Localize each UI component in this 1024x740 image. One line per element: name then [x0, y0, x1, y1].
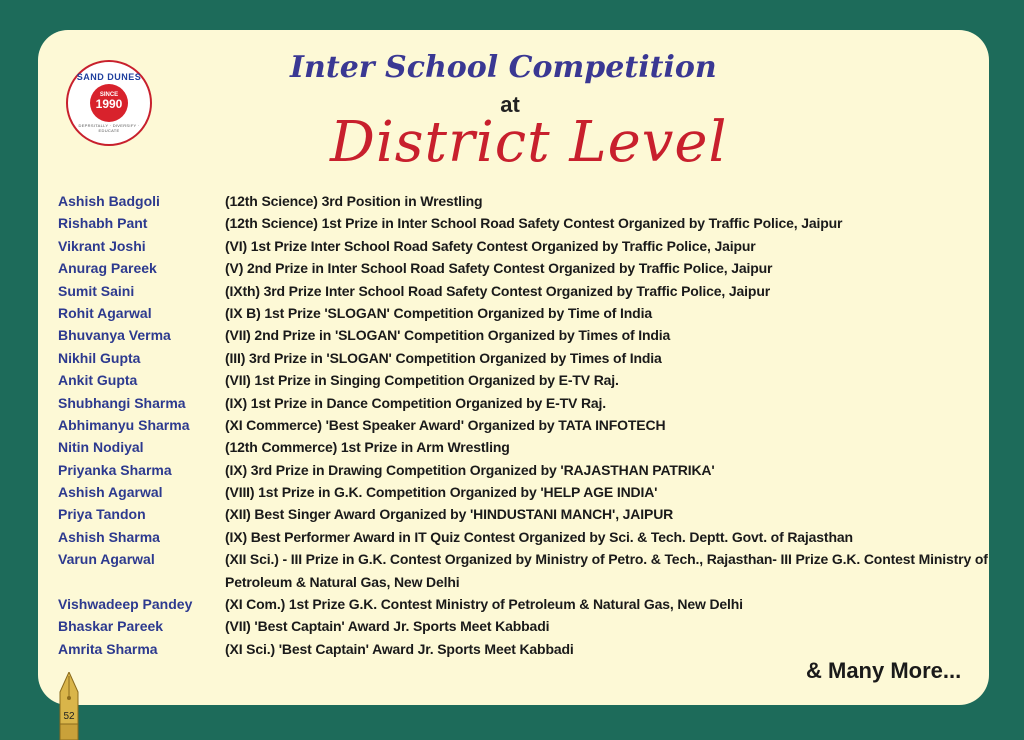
achievement-detail: (XII) Best Singer Award Organized by 'HINDUSTANI MANCH', JAIPUR	[225, 506, 674, 523]
list-item	[58, 369, 988, 391]
student-name: Ashish Badgoli	[58, 193, 160, 209]
pen-nib-icon	[58, 672, 80, 740]
student-name: Priya Tandon	[58, 506, 146, 523]
achievement-detail: (VII) 2nd Prize in 'SLOGAN' Competition Organized by Times of India	[225, 327, 671, 344]
student-name: Shubhangi Sharma	[58, 394, 186, 411]
list-item	[58, 459, 988, 481]
heading-at: at	[500, 92, 520, 117]
list-item	[58, 615, 988, 637]
student-name: Rohit Agarwal	[58, 304, 152, 321]
student-name: Priyanka Sharma	[58, 461, 172, 478]
list-item	[58, 190, 988, 212]
list-item	[58, 503, 988, 525]
logo-name: SAND DUNES	[76, 72, 142, 82]
achievement-detail: (XII Sci.) - III Prize in G.K. Contest Organized by Ministry of Petro. & Tech., Rajasthan- III Prize G.K. Contest Ministry of Petroleum & Natural Gas, New Delhi	[225, 551, 988, 590]
achievement-detail: (12th Science) 1st Prize in Inter School Road Safety Contest Organized by Traffic Police, Jaipur	[225, 215, 843, 232]
list-item	[58, 235, 988, 257]
list-item	[58, 280, 988, 302]
achievement-detail: (VI) 1st Prize Inter School Road Safety Contest Organized by Traffic Police, Jaipur	[225, 237, 756, 254]
student-name: Rishabh Pant	[58, 215, 148, 232]
list-item	[58, 593, 988, 615]
list-item	[58, 324, 988, 346]
list-item	[58, 548, 988, 593]
list-item	[58, 526, 988, 548]
achievement-detail: (IX B) 1st Prize 'SLOGAN' Competition Organized by Time of India	[225, 304, 652, 321]
student-name: Ankit Gupta	[58, 372, 138, 389]
achievement-detail: (IXth) 3rd Prize Inter School Road Safety Contest Organized by Traffic Police, Jaipur	[225, 282, 771, 299]
list-item	[58, 481, 988, 503]
heading-title: Inter School Competition	[290, 50, 717, 85]
list-item	[58, 414, 988, 436]
achievement-detail: (IX) 3rd Prize in Drawing Competition Organized by 'RAJASTHAN PATRIKA'	[225, 461, 715, 478]
list-item	[58, 212, 988, 234]
student-name: Ashish Agarwal	[58, 484, 163, 501]
achievement-detail: (IX) 1st Prize in Dance Competition Organized by E-TV Raj.	[225, 394, 607, 411]
student-name: Ashish Sharma	[58, 528, 160, 545]
logo-year: 1990	[95, 97, 123, 111]
list-item	[58, 392, 988, 414]
logo-emblem	[90, 84, 128, 122]
student-name: Vikrant Joshi	[58, 237, 146, 254]
student-name: Nikhil Gupta	[58, 349, 141, 366]
list-item	[58, 257, 988, 279]
school-logo	[66, 60, 152, 146]
achievement-detail: (12th Science) 3rd Position in Wrestling	[225, 193, 483, 209]
student-name: Bhuvanya Verma	[58, 327, 171, 344]
achievement-detail: (12th Commerce) 1st Prize in Arm Wrestling	[225, 439, 510, 456]
student-name: Sumit Saini	[58, 282, 135, 299]
list-item	[58, 638, 988, 660]
student-name: Nitin Nodiyal	[58, 439, 144, 456]
achievement-detail: (VII) 1st Prize in Singing Competition Organized by E-TV Raj.	[225, 372, 619, 389]
logo-since: SINCE	[99, 92, 119, 98]
student-name: Amrita Sharma	[58, 640, 158, 657]
student-name: Bhaskar Pareek	[58, 618, 164, 635]
heading-district-level: District Level	[330, 110, 728, 175]
achievement-list	[58, 190, 988, 660]
list-item	[58, 302, 988, 324]
student-name: Anurag Pareek	[58, 260, 157, 277]
student-name: Vishwadeep Pandey	[58, 596, 193, 613]
achievement-detail: (III) 3rd Prize in 'SLOGAN' Competition Organized by Times of India	[225, 349, 662, 366]
many-more-text: & Many More...	[806, 658, 962, 683]
list-item	[58, 436, 988, 458]
achievement-detail: (VIII) 1st Prize in G.K. Competition Organized by 'HELP AGE INDIA'	[225, 484, 658, 501]
student-name: Abhimanyu Sharma	[58, 416, 190, 433]
student-name: Varun Agarwal	[58, 551, 155, 568]
list-item	[58, 347, 988, 369]
achievement-detail: (V) 2nd Prize in Inter School Road Safety Contest Organized by Traffic Police, Jaipur	[225, 260, 773, 277]
achievement-detail: (XI Com.) 1st Prize G.K. Contest Ministry of Petroleum & Natural Gas, New Delhi	[225, 596, 743, 613]
achievement-detail: (VII) 'Best Captain' Award Jr. Sports Meet Kabbadi	[225, 618, 550, 635]
achievement-detail: (XI Commerce) 'Best Speaker Award' Organized by TATA INFOTECH	[225, 416, 666, 433]
achievement-detail: (XI Sci.) 'Best Captain' Award Jr. Sports Meet Kabbadi	[225, 640, 574, 657]
page-number: 52	[63, 711, 75, 722]
achievement-detail: (IX) Best Performer Award in IT Quiz Contest Organized by Sci. & Tech. Deptt. Govt. of Rajasthan	[225, 528, 853, 545]
logo-motto: DEPRSITALLY · DIVERSIFY · EDUCATE	[78, 123, 140, 133]
